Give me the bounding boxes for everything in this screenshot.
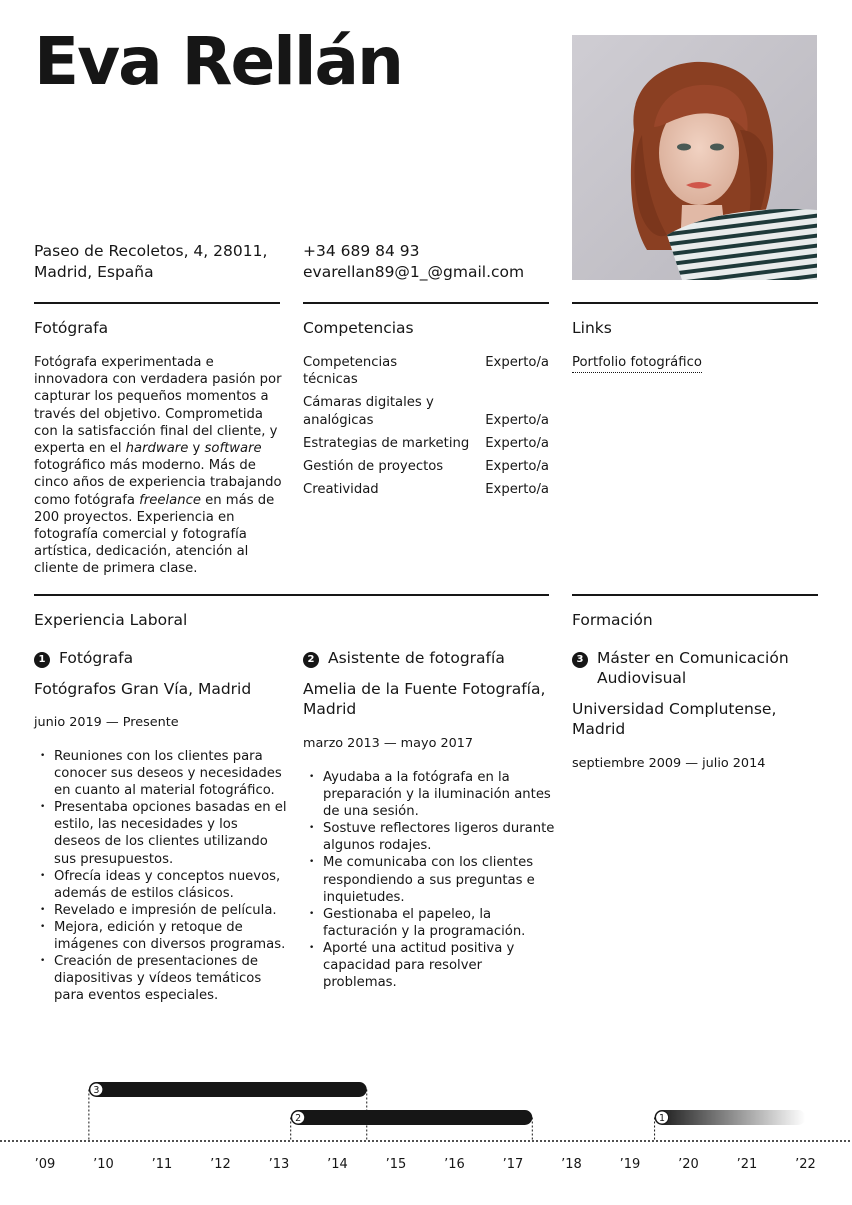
timeline-year-label: ’11 [151, 1157, 173, 1172]
timeline-bar-label: 1 [659, 1113, 666, 1124]
education-degree: Máster en Comunicación Audiovisual [597, 649, 789, 687]
divider [303, 302, 549, 304]
job-number-badge: 2 [303, 652, 319, 668]
timeline-graphic [0, 1060, 852, 1205]
phone-number[interactable]: +34 689 84 93 [303, 242, 420, 260]
timeline-year-label: ’10 [93, 1157, 114, 1172]
address [34, 241, 267, 283]
bio-emphasis: freelance [139, 492, 201, 508]
career-timeline [0, 1060, 852, 1205]
job-number-badge: 1 [34, 652, 50, 668]
timeline-year-label: ’09 [34, 1157, 56, 1172]
list-item: • Ofrecía ideas y conceptos nuevos, además de estilos clásicos. [34, 868, 288, 902]
job-dates: junio 2019 — Presente [34, 715, 179, 730]
skill-row [303, 435, 549, 452]
list-item: • Ayudaba a la fotógrafa en la preparación y la iluminación antes de una sesión. [303, 769, 555, 820]
skill-level: Experto/a [485, 412, 549, 428]
skill-name: Cámaras digitales y analógicas [303, 395, 434, 428]
divider [34, 594, 549, 596]
list-item: • Gestionaba el papeleo, la facturación y la programación. [303, 906, 555, 940]
skill-row [303, 394, 549, 429]
timeline-bar-label: 3 [93, 1085, 100, 1096]
list-item: • Reuniones con los clientes para conocer sus deseos y necesidades en cuanto al material fotográfico. [34, 748, 288, 799]
divider [572, 302, 818, 304]
address-line-2: Madrid, España [34, 263, 154, 281]
job-role: Fotógrafa [59, 649, 134, 667]
timeline-year-label: ’12 [210, 1157, 231, 1172]
timeline-bar-label: 2 [295, 1113, 302, 1124]
skills-list [303, 354, 549, 504]
skill-level: Experto/a [485, 355, 549, 370]
list-item: • Revelado e impresión de película. [34, 902, 288, 919]
bio-text: en más de 200 proyectos. Experiencia en fotografía comercial y fotografía artística, dedicación, atención al cliente de primera clase. [34, 492, 275, 577]
timeline-year-label: ’15 [385, 1157, 407, 1172]
education-school: Universidad Complutense, Madrid [572, 700, 777, 738]
job-company: Fotógrafos Gran Vía, Madrid [34, 680, 252, 698]
bio-emphasis: software [204, 441, 262, 457]
bio-text: fotográfico más moderno. Más de cinco años de experiencia trabajando como fotógrafa [34, 458, 282, 508]
timeline-year-label: ’13 [268, 1157, 290, 1172]
job-company: Amelia de la Fuente Fotografía, Madrid [303, 680, 546, 718]
list-item: • Sostuve reflectores ligeros durante algunos rodajes. [303, 820, 555, 854]
bio-emphasis: hardware [125, 441, 189, 457]
job-duties-list [34, 748, 288, 1004]
skill-name: Competencias técnicas [303, 355, 398, 388]
skill-row [303, 481, 549, 498]
links-heading: Links [572, 319, 612, 337]
job-duties-list [303, 769, 555, 991]
skill-level: Experto/a [485, 435, 549, 451]
bio-text: y [188, 441, 205, 457]
education-title [572, 648, 807, 688]
skill-name: Creatividad [303, 481, 379, 497]
list-item: • Mejora, edición y retoque de imágenes con diversos programas. [34, 919, 288, 953]
timeline-year-label: ’22 [795, 1157, 816, 1172]
skills-heading: Competencias [303, 319, 414, 337]
experience-heading: Experiencia Laboral [34, 611, 188, 629]
timeline-bar-fill [655, 1110, 806, 1125]
bio-text: Fotógrafa experimentada e innovadora con verdadera pasión por capturar los pequeños momentos a través del objetivo. Comprometida con la satisfacción final del cliente, y experta en el [34, 355, 282, 457]
address-line-1: Paseo de Recoletos, 4, 28011, [34, 242, 268, 260]
timeline-year-label: ’20 [678, 1157, 699, 1172]
portrait-photo [572, 35, 817, 280]
profile-summary [34, 354, 290, 578]
divider [572, 594, 818, 596]
job-dates: marzo 2013 — mayo 2017 [303, 736, 474, 751]
contact-details [303, 241, 524, 283]
list-item: • Me comunicaba con los clientes respondiendo a sus preguntas e inquietudes. [303, 854, 555, 905]
skill-level: Experto/a [485, 458, 549, 474]
skill-level: Experto/a [485, 481, 549, 497]
timeline-bar-fill [291, 1110, 533, 1125]
education-number-badge: 3 [572, 652, 588, 668]
timeline-bar-1 [655, 1110, 806, 1141]
list-item: • Creación de presentaciones de diapositivas y vídeos temáticos para eventos especiales. [34, 953, 288, 1004]
timeline-year-label: ’21 [736, 1157, 758, 1172]
candidate-name: Eva Rellán [34, 23, 402, 100]
skill-name: Gestión de proyectos [303, 458, 444, 474]
job-title-1 [34, 648, 133, 668]
list-item: • Aporté una actitud positiva y capacidad para resolver problemas. [303, 940, 555, 991]
skill-name: Estrategias de marketing [303, 435, 470, 451]
timeline-bar-2 [291, 1110, 533, 1141]
timeline-year-label: ’19 [619, 1157, 641, 1172]
skill-row [303, 354, 549, 389]
list-item: • Presentaba opciones basadas en el estilo, las necesidades y los deseos de los clientes utilizando sus presupuestos. [34, 799, 288, 867]
divider [34, 302, 280, 304]
job-title-2 [303, 648, 505, 668]
timeline-year-label: ’14 [327, 1157, 348, 1172]
timeline-year-label: ’18 [561, 1157, 582, 1172]
portfolio-link[interactable]: Portfolio fotográfico [572, 354, 702, 373]
profile-heading: Fotógrafa [34, 319, 109, 337]
timeline-year-label: ’16 [444, 1157, 465, 1172]
timeline-year-label: ’17 [502, 1157, 524, 1172]
skill-row [303, 458, 549, 475]
timeline-bar-fill [89, 1082, 367, 1097]
job-role: Asistente de fotografía [328, 649, 505, 667]
education-dates: septiembre 2009 — julio 2014 [572, 756, 766, 771]
email-address[interactable]: evarellan89@1_@gmail.com [303, 263, 525, 281]
education-heading: Formación [572, 611, 653, 629]
